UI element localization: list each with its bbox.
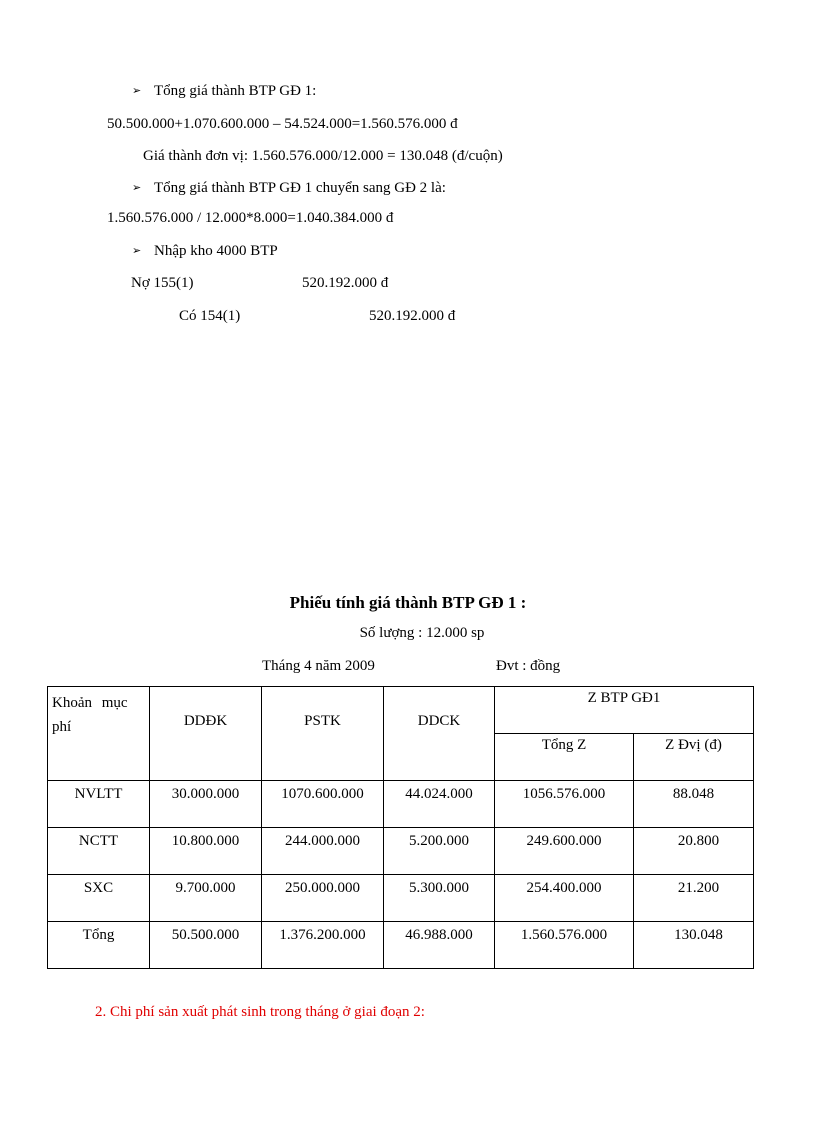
unit-line: Đvt : đồng: [496, 658, 561, 674]
header-group: Z BTP GĐ1: [495, 687, 754, 734]
cell-total-z: 249.600.000: [495, 828, 634, 875]
month-line: Tháng 4 năm 2009: [262, 658, 375, 674]
bullet-line-2: [132, 179, 446, 197]
header-unit-z: Z Đvị (đ): [634, 734, 754, 781]
section-2-heading: 2. Chi phí sản xuất phát sinh trong tháng ở giai đoạn 2:: [95, 1004, 425, 1020]
bullet-text: Tổng giá thành BTP GĐ 1:: [154, 83, 317, 99]
header-item-line2: phí: [52, 719, 72, 735]
cell-item: NVLTT: [48, 781, 150, 828]
table-header-row: [48, 687, 754, 734]
cell-unit-z: 21.200: [634, 875, 754, 922]
header-item-line1: Khoản mục: [52, 695, 128, 711]
cell-ddck: 44.024.000: [384, 781, 495, 828]
header-item: [48, 687, 150, 781]
cell-ddck: 5.300.000: [384, 875, 495, 922]
arrowhead-bullet-icon: ➢: [132, 245, 142, 257]
cell-item: Tổng: [48, 922, 150, 969]
credit-value: 520.192.000 đ: [369, 308, 456, 324]
sheet-title: Phiếu tính giá thành BTP GĐ 1 :: [289, 593, 527, 612]
cell-total-z: 1056.576.000: [495, 781, 634, 828]
cost-table: [47, 686, 754, 969]
formula-line: 50.500.000+1.070.600.000 – 54.524.000=1.560.576.000 đ: [107, 116, 458, 132]
header-ddck: DDCK: [384, 687, 495, 781]
table-row: [48, 875, 754, 922]
cell-unit-z: 20.800: [634, 828, 754, 875]
cell-pstk: 244.000.000: [262, 828, 384, 875]
credit-label: Có 154(1): [179, 308, 241, 324]
unit-price-line: Giá thành đơn vị: 1.560.576.000/12.000 = 130.048 (đ/cuộn): [143, 148, 503, 164]
header-total-z: Tổng Z: [495, 734, 634, 781]
bullet-text: Nhập kho 4000 BTP: [154, 243, 278, 259]
cell-ddck: 46.988.000: [384, 922, 495, 969]
cell-total-z: 1.560.576.000: [495, 922, 634, 969]
header-pstk: PSTK: [262, 687, 384, 781]
bullet-line-3: [132, 242, 278, 260]
bullet-line-1: [132, 82, 316, 100]
cell-item: NCTT: [48, 828, 150, 875]
cell-pstk: 1.376.200.000: [262, 922, 384, 969]
cell-dddk: 10.800.000: [150, 828, 262, 875]
quantity-line: Số lượng : 12.000 sp: [359, 625, 485, 641]
arrowhead-bullet-icon: ➢: [132, 182, 142, 194]
arrowhead-bullet-icon: ➢: [132, 85, 142, 97]
header-dddk: DDĐK: [150, 687, 262, 781]
table-row-total: [48, 922, 754, 969]
cell-item: SXC: [48, 875, 150, 922]
cell-pstk: 1070.600.000: [262, 781, 384, 828]
table-row: [48, 828, 754, 875]
cell-unit-z: 88.048: [634, 781, 754, 828]
debit-label: Nợ 155(1): [131, 275, 194, 291]
cell-pstk: 250.000.000: [262, 875, 384, 922]
debit-value: 520.192.000 đ: [302, 275, 389, 291]
formula-line-2: 1.560.576.000 / 12.000*8.000=1.040.384.000 đ: [107, 210, 394, 226]
cell-ddck: 5.200.000: [384, 828, 495, 875]
cell-dddk: 9.700.000: [150, 875, 262, 922]
bullet-text: Tổng giá thành BTP GĐ 1 chuyển sang GĐ 2 là:: [154, 180, 446, 196]
cell-dddk: 50.500.000: [150, 922, 262, 969]
cell-dddk: 30.000.000: [150, 781, 262, 828]
cell-total-z: 254.400.000: [495, 875, 634, 922]
table-row: [48, 781, 754, 828]
cell-unit-z: 130.048: [634, 922, 754, 969]
